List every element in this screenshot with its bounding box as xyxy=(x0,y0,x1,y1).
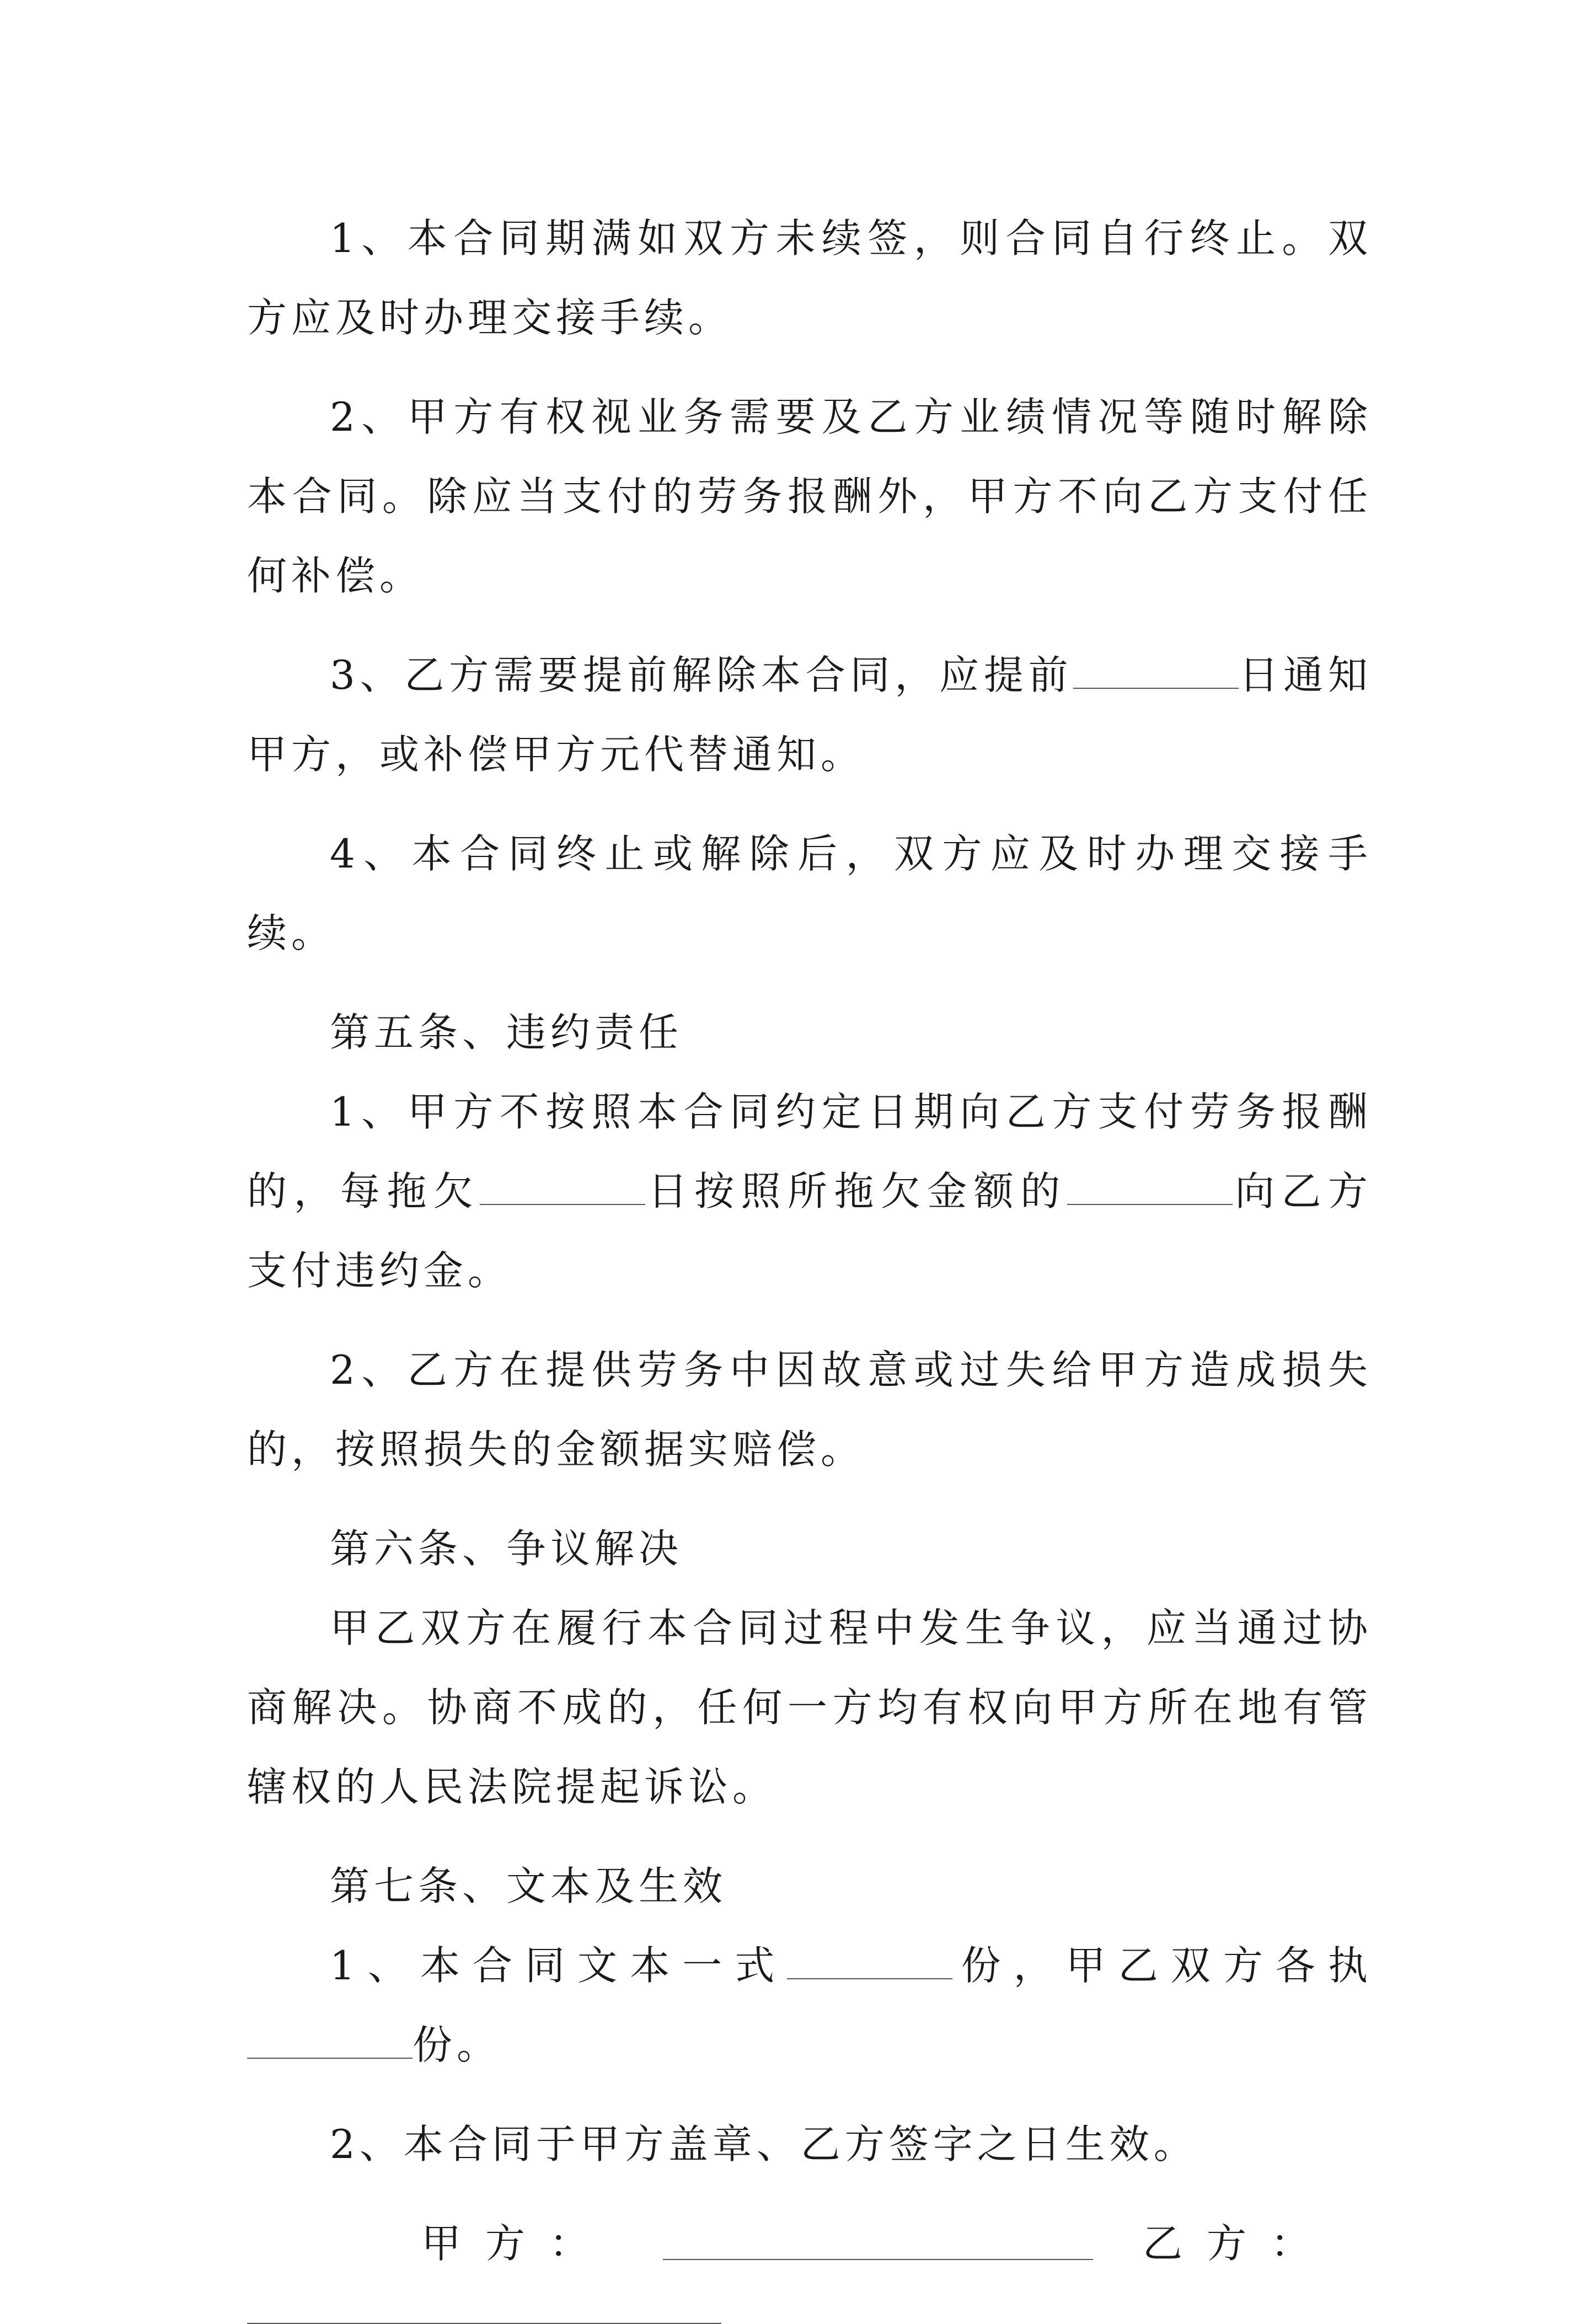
clause-5-heading: 第五条、违约责任 xyxy=(330,1009,683,1056)
clause-5-item-1 xyxy=(247,1072,1372,1310)
clause-5-item-2: 2、乙方在提供劳务中因故意或过失给甲方造成损失的，按照损失的金额据实赔偿。 xyxy=(247,1347,1372,1472)
clause-7-heading: 第七条、文本及生效 xyxy=(330,1863,727,1909)
clause-4-item-3-text-a: 3、乙方需要提前解除本合同，应提前 xyxy=(330,652,1073,698)
clause-6-body: 甲乙双方在履行本合同过程中发生争议，应当通过协商解决。协商不成的，任何一方均有权向甲方所在地有管辖权的人民法院提起诉讼。 xyxy=(247,1605,1372,1810)
penalty-rate-blank xyxy=(1067,1171,1233,1205)
overdue-days-blank xyxy=(480,1171,645,1205)
clause-7-item-1-text-c: 份。 xyxy=(413,2022,501,2068)
copies-total-blank xyxy=(787,1945,952,1979)
clause-7-item-2: 2、本合同于甲方盖章、乙方签字之日生效。 xyxy=(330,2121,1198,2167)
signature-row xyxy=(247,2204,1372,2283)
clause-5-item-1-text-c: 向乙方支付违约金。 xyxy=(247,1168,1372,1294)
clause-4-item-4: 4、本合同终止或解除后，双方应及时办理交接手续。 xyxy=(247,831,1372,956)
clause-4-item-3 xyxy=(247,635,1372,794)
party-b-signature-blank xyxy=(247,2322,721,2324)
clause-5-item-1-text-b: 日按照所拖欠金额的 xyxy=(645,1168,1067,1214)
clause-6-heading: 第六条、争议解决 xyxy=(330,1525,683,1572)
clause-7-item-1-text-a: 1、本合同文本一式 xyxy=(330,1942,788,1989)
party-b-label: 乙方： xyxy=(1143,2220,1335,2267)
document-page xyxy=(247,199,1372,2324)
notice-days-blank xyxy=(1073,655,1239,689)
clause-4-item-2: 2、甲方有权视业务需要及乙方业绩情况等随时解除本合同。除应当支付的劳务报酬外，甲方不向乙方支付任何补偿。 xyxy=(247,394,1372,599)
clause-4-item-1: 1、本合同期满如双方未续签，则合同自行终止。双方应及时办理交接手续。 xyxy=(247,215,1372,341)
clause-7-item-1 xyxy=(247,1926,1372,2085)
clause-7-item-1-text-b: 份，甲乙双方各执 xyxy=(952,1942,1372,1989)
clause-5-item-1-text-a: 1、甲方不按照本合同约定日期向乙方支付劳务报酬的，每拖欠 xyxy=(247,1089,1372,1214)
party-a-label: 甲方： xyxy=(421,2220,614,2267)
party-a-signature-blank xyxy=(663,2258,1093,2260)
clause-4-item-3-text-b: 日通知甲方，或补偿甲方元代替通知。 xyxy=(247,652,1372,778)
copies-each-blank xyxy=(247,2025,413,2059)
